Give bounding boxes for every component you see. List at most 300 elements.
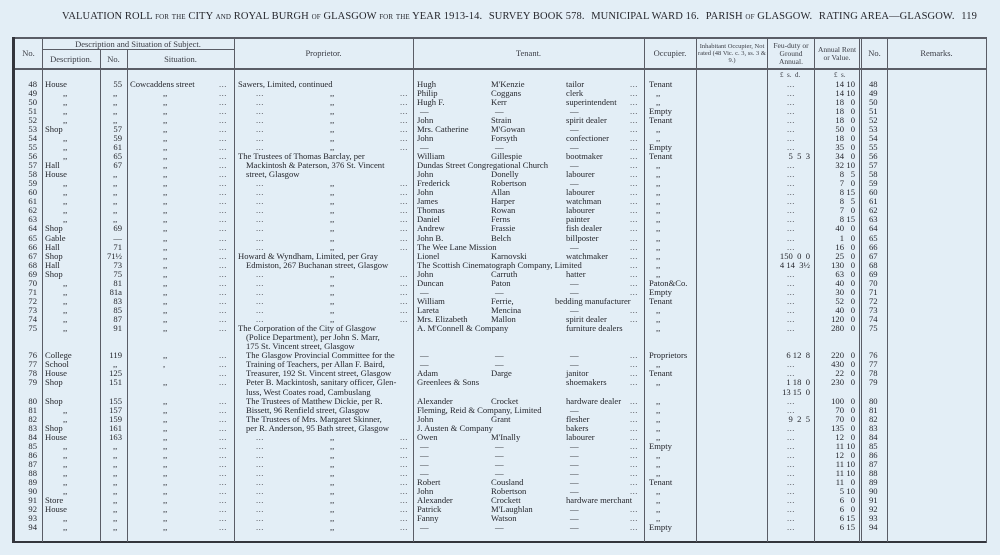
rent-shillings: 0 [850,277,855,288]
tenant-first-name: Dundas Street Congregational Church [417,160,549,171]
row-number-right: 78 [869,368,878,379]
tenant-first-name: Alexander [417,395,453,406]
feu-duty: ... [787,477,795,488]
description: ,, [63,413,68,424]
row-number-right: 65 [869,232,878,243]
tenant-surname: — [495,141,504,152]
rent-pounds: 8 [839,214,844,225]
situation: ,, [163,141,168,152]
header-description: Description. [50,53,92,64]
dot-leader: ... [219,359,227,370]
row-number-right: 77 [869,359,878,370]
tenant-first-name: Fleming, Reid & Company, Limited [417,404,542,415]
dot-leader: ... [256,486,264,497]
row-number-right: 70 [869,277,878,288]
proprietor: Bissett, 96 Renfield street, Glasgow [246,404,370,415]
dot-leader: ... [256,295,264,306]
roll-title: VALUATION ROLL for the CITY and ROYAL BURGH of GLASGOW for the YEAR 1913-14. [62,11,483,22]
tenant-first-name: — [420,468,429,479]
dot-leader: ... [630,160,638,171]
situation: ,, [163,286,168,297]
proprietor: Treasurer, 192 St. Vincent street, Glasgow [246,368,392,379]
proprietor: Mackintosh & Paterson, 376 St. Vincent [246,160,385,171]
dot-leader: ... [630,214,638,225]
description: ,, [63,114,68,125]
dot-leader: ... [400,187,408,198]
proprietor-ditto: ,, [330,277,335,288]
rent-pounds: 52 [835,295,844,306]
rent-pounds: 14 [835,78,844,89]
dot-leader: ... [400,241,408,252]
street-number: ,, [113,114,118,125]
rent-shillings: 0 [850,495,855,506]
feu-units: £ s. d. [780,71,801,79]
tenant-first-name: Adam [417,368,439,379]
tenant-first-name: Fanny [417,513,439,524]
row-number: 70 [28,277,37,288]
tenant-first-name: Lareta [417,305,439,315]
feu-duty: ... [787,241,795,252]
row-number: 89 [28,477,37,488]
row-number-right: 52 [869,114,878,125]
tenant-surname: Harper [491,196,515,207]
dot-leader: ... [630,513,638,524]
row-number-right: 69 [869,268,878,279]
rent-pounds: 11 [835,440,844,451]
rent-pounds: 22 [835,368,844,379]
row-number: 77 [28,359,37,370]
tenant-occupation: — [570,286,579,297]
header-description-group: Description and Situation of Subject. [75,38,201,49]
row-number-right: 91 [869,495,878,506]
description: ,, [63,522,68,533]
row-number: 90 [28,486,37,497]
rent-pounds: 8 [839,196,844,207]
row-number: 88 [28,468,37,479]
dot-leader: ... [400,196,408,207]
dot-leader: ... [630,105,638,116]
rent-pounds: 32 [835,160,844,171]
occupier: ,, [656,241,661,252]
dot-leader: ... [630,359,638,370]
dot-leader: ... [219,459,227,470]
row-number-right: 50 [869,96,878,107]
occupier: ,, [656,250,661,261]
situation: ,, [163,259,168,270]
description: School [45,359,69,370]
dot-leader: ... [219,513,227,524]
tenant-occupation: — [570,359,579,370]
header-proprietor: Proprietor. [305,48,342,58]
table-row [0,378,1000,387]
tenant-first-name: — [420,359,429,370]
rent-shillings: 0 [850,359,855,370]
feu-duty: ... [787,277,795,288]
header-situation: Situation. [164,53,197,64]
proprietor-ditto: ,, [330,196,335,207]
situation: ,, [163,160,168,171]
rent-pounds: 50 [835,123,844,134]
rent-shillings: 0 [850,259,855,270]
rent-shillings: 5 [850,196,855,207]
feu-duty: ... [787,232,795,243]
dot-leader: ... [256,286,264,297]
tenant-surname: — [495,286,504,297]
description: ,, [63,404,68,415]
dot-leader: ... [630,395,638,406]
situation: ,, [163,440,168,451]
street-number: — [113,232,122,243]
dot-leader: ... [630,377,638,388]
proprietor: Peter B. Mackintosh, sanitary officer, Glen- [246,377,397,388]
tenant-occupation: bakers [566,422,589,433]
street-number: 71 [113,241,122,252]
rent-pounds: 11 [835,468,844,479]
dot-leader: ... [219,295,227,306]
rent-units: £ s. [834,71,846,79]
tenant-surname: M'Laughlan [491,504,533,515]
tenant-occupation: watchmaker [566,250,608,261]
row-number: 86 [28,449,37,460]
tenant-surname: Cousland [491,477,524,488]
situation: ,, [163,178,168,189]
proprietor: Howard & Wyndham, Limited, per Gray [238,250,378,261]
rent-shillings: 0 [850,132,855,143]
street-number: ,, [113,513,118,524]
tenant-surname: — [495,468,504,479]
rent-pounds: 6 [839,504,844,515]
dot-leader: ... [630,150,638,161]
row-number-right: 59 [869,178,878,189]
dot-leader: ... [630,522,638,533]
dot-leader: ... [630,141,638,152]
street-number: 91 [113,323,122,334]
occupier: Tenant [649,150,673,161]
tenant-first-name: — [420,449,429,460]
rent-pounds: 70 [835,404,844,415]
situation: ,, [163,132,168,143]
proprietor-ditto: ,, [330,468,335,479]
tenant-first-name: Philip [417,87,438,98]
feu-duty: ... [787,440,795,451]
feu-duty: ... [787,286,795,297]
feu-duty: ... [787,223,795,234]
proprietor-ditto: ,, [330,178,335,189]
occupier: ,, [656,413,661,424]
tenant-surname: Carruth [491,268,518,279]
row-number-right: 93 [869,513,878,524]
row-number: 62 [28,205,37,216]
description: Hall [45,259,60,270]
occupier: ,, [656,486,661,497]
tenant-occupation: bedding manufacturer [555,295,631,306]
description: Shop [45,377,63,388]
tenant-first-name: Hugh F. [417,96,445,107]
rent-shillings: 0 [850,422,855,433]
row-number: 66 [28,241,37,252]
proprietor: The Corporation of the City of Glasgow [238,323,376,334]
tenant-first-name: A. M'Connell & Company [417,323,509,334]
occupier: ,, [656,377,661,388]
occupier: ,, [656,404,661,415]
proprietor: Sawers, Limited, continued [238,78,333,89]
rent-shillings: 0 [850,241,855,252]
rent-pounds: 12 [835,449,844,460]
rent-pounds: 14 [835,87,844,98]
proprietor-ditto: ,, [330,513,335,524]
row-number: 60 [28,187,37,198]
rent-pounds: 6 [839,495,844,506]
feu-duty: ... [787,160,795,171]
feu-duty: ... [787,178,795,189]
dot-leader: ... [400,87,408,98]
tenant-occupation: furniture dealers [566,323,623,334]
tenant-first-name: Andrew [417,223,445,234]
dot-leader: ... [630,123,638,134]
feu-duty: ... [787,368,795,379]
description: House [45,78,67,89]
rent-pounds: 135 [831,422,844,433]
situation: ,, [163,205,168,216]
row-number: 64 [28,223,37,234]
tenant-surname: — [495,522,504,533]
occupier: ,, [656,314,661,325]
row-number: 72 [28,295,37,306]
situation: ,, [163,495,168,506]
row-number: 61 [28,196,37,207]
row-number-right: 87 [869,459,878,470]
rent-pounds: 35 [835,141,844,152]
dot-leader: ... [219,395,227,406]
header-occupier: Occupier. [653,48,687,58]
row-number-right: 86 [869,449,878,460]
row-number: 76 [28,350,37,361]
occupier: Empty [649,440,672,451]
proprietor-ditto: ,, [330,522,335,533]
rent-pounds: 18 [835,105,844,116]
dot-leader: ... [630,459,638,470]
row-number-right: 71 [869,286,878,297]
rent-shillings: 0 [850,232,855,243]
dot-leader: ... [256,513,264,524]
rent-shillings: 0 [850,477,855,488]
tenant-first-name: John [417,486,434,497]
situation: ,, [163,295,168,306]
dot-leader: ... [400,440,408,451]
dot-leader: ... [256,495,264,506]
street-number: 155 [109,395,122,406]
occupier: ,, [656,214,661,225]
occupier: ,, [656,513,661,524]
rent-pounds: 430 [831,359,844,370]
description: ,, [63,214,68,225]
street-number: ,, [113,205,118,216]
dot-leader: ... [630,232,638,243]
rent-pounds: 6 [839,522,844,533]
dot-leader: ... [256,468,264,479]
tenant-occupation: hatter [566,268,586,279]
row-number-right: 66 [869,241,878,252]
dot-leader: ... [219,449,227,460]
proprietor: 175 St. Vincent street, Glasgow [246,341,355,352]
dot-leader: ... [400,141,408,152]
tenant-occupation: watchman [566,196,602,207]
header-annual-rent: Annual Rent or Value. [817,44,857,62]
dot-leader: ... [630,422,638,433]
row-number: 48 [28,78,37,89]
tenant-occupation: superintendent [566,96,617,107]
dot-leader: ... [400,295,408,306]
tenant-first-name: — [420,105,429,116]
dot-leader: ... [630,268,638,279]
feu-duty: ... [787,214,795,225]
feu-duty: ... [787,422,795,433]
dot-leader: ... [219,87,227,98]
street-number: 81 [113,277,122,288]
dot-leader: ... [256,214,264,225]
description: ,, [63,87,68,98]
tenant-first-name: — [420,350,429,361]
tenant-occupation: — [570,141,579,152]
description: House [45,169,67,180]
dot-leader: ... [219,96,227,107]
tenant-surname: Grant [491,413,511,424]
feu-duty: ... [787,123,795,134]
dot-leader: ... [219,196,227,207]
tenant-first-name: — [420,286,429,297]
description: ,, [63,295,68,306]
proprietor: Edmiston, 267 Buchanan street, Glasgow [246,259,389,270]
tenant-surname: Gillespie [491,150,523,161]
rent-pounds: 11 [835,477,844,488]
proprietor-ditto: ,, [330,440,335,451]
street-number: 71½ [106,250,122,261]
tenant-first-name: — [420,440,429,451]
rent-pounds: 18 [835,132,844,143]
dot-leader: ... [219,413,227,424]
tenant-occupation: — [570,277,579,288]
row-number-right: 85 [869,440,878,451]
rent-shillings: 10 [846,87,855,98]
rent-shillings: 0 [850,404,855,415]
street-number: ,, [113,187,118,198]
situation: ,, [163,404,168,415]
row-number: 84 [28,431,37,442]
situation: ,, [163,486,168,497]
occupier: ,, [656,504,661,515]
dot-leader: ... [400,178,408,189]
row-number: 69 [28,268,37,279]
dot-leader: ... [630,78,638,89]
tenant-occupation: — [570,486,579,497]
occupier: ,, [656,160,661,171]
description: ,, [63,513,68,524]
tenant-occupation: hardware merchant [566,495,633,506]
municipal-ward: MUNICIPAL WARD 16. [591,11,700,22]
description: ,, [63,314,68,325]
tenant-occupation: — [570,350,579,361]
dot-leader: ... [219,305,227,315]
dot-leader: ... [219,259,227,270]
tenant-surname: Kerr [491,96,507,107]
occupier: Tenant [649,368,673,379]
proprietor-ditto: ,, [330,105,335,116]
feu-duty: ... [787,295,795,306]
table-row [0,369,1000,378]
proprietor-ditto: ,, [330,449,335,460]
row-number: 68 [28,259,37,270]
situation: Cowcaddens street [130,78,195,89]
description: ,, [63,187,68,198]
dot-leader: ... [400,123,408,134]
row-number-right: 61 [869,196,878,207]
table-row [0,234,1000,243]
tenant-occupation: painter [566,214,590,225]
row-number: 55 [28,141,37,152]
rent-pounds: 18 [835,96,844,107]
tenant-occupation: — [570,160,579,171]
situation: ,, [163,477,168,488]
tenant-occupation: shoemakers [566,377,607,388]
row-number-right: 57 [869,160,878,171]
row-number: 79 [28,377,37,388]
tenant-occupation: — [570,105,579,116]
description: House [45,504,67,515]
rent-shillings: 0 [850,449,855,460]
situation: ,, [163,377,168,388]
tenant-first-name: John [417,413,434,424]
street-number: ,, [113,477,118,488]
occupier: ,, [656,305,661,315]
description: ,, [63,286,68,297]
tenant-surname: M'Inally [491,431,521,442]
row-number-right: 84 [869,431,878,442]
table-row [0,324,1000,333]
row-number: 93 [28,513,37,524]
dot-leader: ... [256,205,264,216]
rent-shillings: 10 [846,468,855,479]
tenant-surname: Paton [491,277,511,288]
dot-leader: ... [256,141,264,152]
dot-leader: ... [219,160,227,171]
street-number: ,, [113,504,118,515]
dot-leader: ... [400,486,408,497]
dot-leader: ... [400,504,408,515]
street-number: 75 [113,268,122,279]
dot-leader: ... [219,477,227,488]
rent-pounds: 7 [839,178,844,189]
rent-pounds: 5 [839,486,844,497]
page-title [62,11,977,22]
row-number-right: 88 [869,468,878,479]
tenant-surname: Coggans [491,87,522,98]
description: Shop [45,223,63,234]
table-bottom-border [12,541,987,543]
row-number: 81 [28,404,37,415]
rent-shillings: 5 [850,169,855,180]
feu-duty: ... [787,495,795,506]
tenant-first-name: Frederick [417,178,450,189]
proprietor: Training of Teachers, per Allan F. Baird, [246,359,385,370]
rent-pounds: 40 [835,277,844,288]
situation: ,, [163,449,168,460]
dot-leader: ... [219,205,227,216]
situation: ,, [163,431,168,442]
rent-pounds: 70 [835,413,844,424]
street-number: ,, [113,522,118,533]
tenant-occupation: — [570,440,579,451]
row-number-right: 67 [869,250,878,261]
